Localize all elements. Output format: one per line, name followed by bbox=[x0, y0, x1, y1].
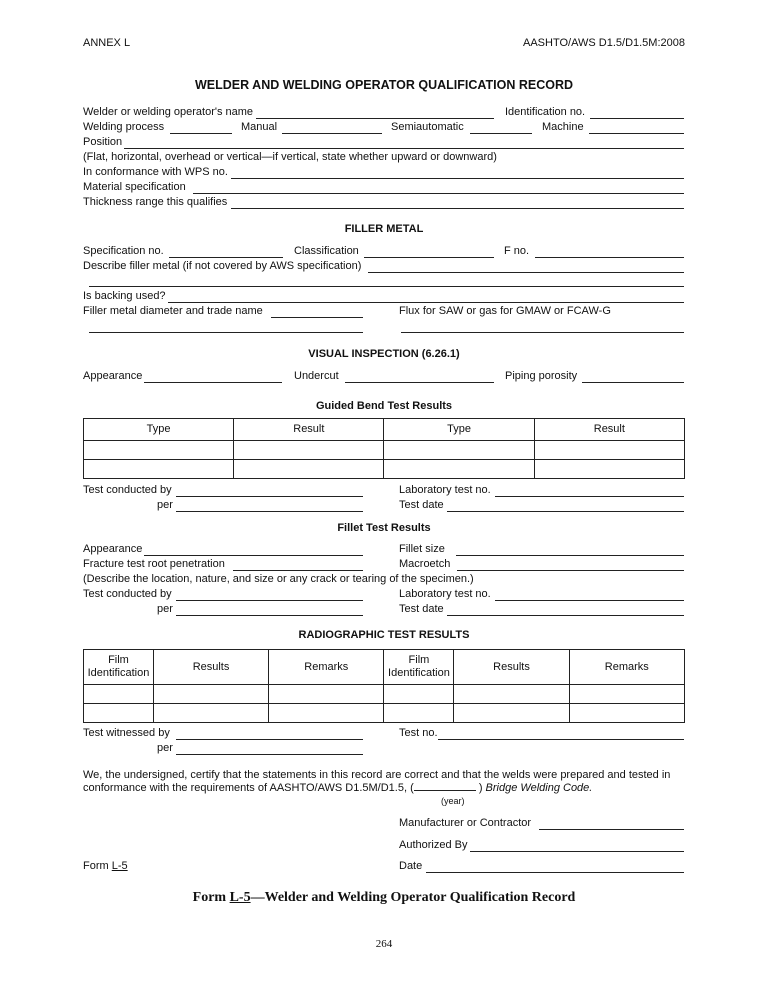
bend-date-label: Test date bbox=[399, 499, 444, 511]
bend-cell[interactable] bbox=[84, 441, 234, 460]
id-field[interactable] bbox=[590, 118, 684, 119]
macroetch-label: Macroetch bbox=[399, 558, 451, 570]
bend-cell[interactable] bbox=[84, 460, 234, 479]
manual-label: Manual bbox=[241, 121, 278, 133]
testno-field[interactable] bbox=[438, 739, 684, 740]
fillet-appearance-field[interactable] bbox=[144, 555, 363, 556]
bend-col-result-1: Result bbox=[234, 419, 384, 441]
fillet-heading: Fillet Test Results bbox=[337, 522, 431, 534]
radio-cell[interactable] bbox=[269, 704, 384, 723]
radio-cell[interactable] bbox=[269, 685, 384, 704]
radio-cell[interactable] bbox=[454, 704, 569, 723]
flux-label: Flux for SAW or gas for GMAW or FCAW-G bbox=[399, 305, 611, 317]
radiographic-heading: RADIOGRAPHIC TEST RESULTS bbox=[298, 629, 470, 641]
guided-bend-heading: Guided Bend Test Results bbox=[315, 400, 453, 412]
bend-conducted-field[interactable] bbox=[176, 496, 363, 497]
undercut-label: Undercut bbox=[294, 370, 339, 382]
classification-label: Classification bbox=[294, 245, 359, 257]
bend-conducted-label: Test conducted by bbox=[83, 484, 172, 496]
radio-col-film-1: Film Identification bbox=[84, 650, 154, 685]
running-header-left: ANNEX L bbox=[83, 37, 131, 49]
visual-inspection-heading: VISUAL INSPECTION (6.26.1) bbox=[308, 348, 460, 360]
bend-cell[interactable] bbox=[384, 441, 534, 460]
bend-cell[interactable] bbox=[534, 441, 684, 460]
bend-lab-field[interactable] bbox=[495, 496, 684, 497]
radio-col-film-2: Film Identification bbox=[384, 650, 454, 685]
year-field[interactable] bbox=[414, 781, 476, 791]
bend-col-type-2: Type bbox=[384, 419, 534, 441]
undercut-field[interactable] bbox=[345, 382, 494, 383]
fracture-label: Fracture test root penetration bbox=[83, 558, 225, 570]
fillet-lab-label: Laboratory test no. bbox=[399, 588, 491, 600]
bend-cell[interactable] bbox=[234, 460, 384, 479]
fillet-date-field[interactable] bbox=[447, 615, 684, 616]
machine-field[interactable] bbox=[589, 133, 684, 134]
fillet-date-label: Test date bbox=[399, 603, 444, 615]
radio-cell[interactable] bbox=[384, 685, 454, 704]
radio-col-remarks-1: Remarks bbox=[269, 650, 384, 685]
radio-col-remarks-2: Remarks bbox=[569, 650, 684, 685]
radio-cell[interactable] bbox=[384, 704, 454, 723]
porosity-field[interactable] bbox=[582, 382, 684, 383]
id-label: Identification no. bbox=[505, 106, 586, 118]
certify-line-2: conformance with the requirements of AASHTO/AWS D1.5M/D1.5, ( ) Bridge Welding Code. bbox=[83, 782, 593, 794]
process-field[interactable] bbox=[170, 133, 232, 134]
fillet-size-label: Fillet size bbox=[399, 543, 445, 555]
position-note: (Flat, horizontal, overhead or vertical—if vertical, state whether upward or downward) bbox=[83, 151, 497, 163]
diameter-field-2[interactable] bbox=[89, 332, 363, 333]
authorized-field[interactable] bbox=[470, 851, 684, 852]
page-number: 264 bbox=[375, 938, 393, 950]
radio-cell[interactable] bbox=[84, 685, 154, 704]
radio-col-results-2: Results bbox=[454, 650, 569, 685]
radio-cell[interactable] bbox=[153, 685, 268, 704]
bend-col-type-1: Type bbox=[84, 419, 234, 441]
macroetch-field[interactable] bbox=[457, 570, 684, 571]
spec-label: Specification no. bbox=[83, 245, 164, 257]
manufacturer-label: Manufacturer or Contractor bbox=[399, 817, 532, 829]
material-field[interactable] bbox=[193, 193, 684, 194]
witnessed-label: Test witnessed by bbox=[83, 727, 170, 739]
flux-field[interactable] bbox=[401, 332, 684, 333]
fillet-per-label: per bbox=[157, 603, 173, 615]
machine-label: Machine bbox=[542, 121, 584, 133]
witnessed-field[interactable] bbox=[176, 739, 363, 740]
fillet-conducted-field[interactable] bbox=[176, 600, 363, 601]
backing-label: Is backing used? bbox=[83, 290, 166, 302]
bend-col-result-2: Result bbox=[534, 419, 684, 441]
bend-cell[interactable] bbox=[534, 460, 684, 479]
form-reference: Form L-5 bbox=[83, 860, 128, 872]
radio-cell[interactable] bbox=[569, 685, 684, 704]
guided-bend-table bbox=[83, 418, 685, 479]
fillet-appearance-label: Appearance bbox=[83, 543, 143, 555]
radio-cell[interactable] bbox=[454, 685, 569, 704]
thickness-label: Thickness range this qualifies bbox=[83, 196, 228, 208]
name-label: Welder or welding operator's name bbox=[83, 106, 254, 118]
process-label: Welding process bbox=[83, 121, 165, 133]
fillet-per-field[interactable] bbox=[176, 615, 363, 616]
describe-filler-field-2[interactable] bbox=[89, 286, 684, 287]
thickness-field[interactable] bbox=[231, 208, 684, 209]
backing-field[interactable] bbox=[168, 302, 684, 303]
position-field[interactable] bbox=[124, 148, 684, 149]
figure-caption: Form L-5—Welder and Welding Operator Qualification Record bbox=[192, 890, 576, 905]
radio-cell[interactable] bbox=[153, 704, 268, 723]
year-label: (year) bbox=[441, 796, 465, 806]
filler-metal-heading: FILLER METAL bbox=[344, 223, 424, 235]
radio-per-label: per bbox=[157, 742, 173, 754]
fno-label: F no. bbox=[504, 245, 530, 257]
bend-cell[interactable] bbox=[234, 441, 384, 460]
testno-label: Test no. bbox=[399, 727, 438, 739]
classification-field[interactable] bbox=[364, 257, 494, 258]
authorized-label: Authorized By bbox=[399, 839, 468, 851]
spec-field[interactable] bbox=[169, 257, 283, 258]
manufacturer-field[interactable] bbox=[539, 829, 684, 830]
material-label: Material specification bbox=[83, 181, 186, 193]
radiographic-table bbox=[83, 649, 685, 723]
fracture-field[interactable] bbox=[233, 570, 363, 571]
position-label: Position bbox=[83, 136, 123, 148]
manual-field[interactable] bbox=[282, 133, 382, 134]
describe-filler-label: Describe filler metal (if not covered by AWS specification) bbox=[83, 260, 362, 272]
name-field[interactable] bbox=[256, 118, 494, 119]
wps-label: In conformance with WPS no. bbox=[83, 166, 228, 178]
bend-date-field[interactable] bbox=[447, 511, 684, 512]
radio-cell[interactable] bbox=[84, 704, 154, 723]
bend-per-field[interactable] bbox=[176, 511, 363, 512]
fillet-lab-field[interactable] bbox=[495, 600, 684, 601]
code-name: Bridge Welding Code. bbox=[485, 782, 593, 794]
crack-note: (Describe the location, nature, and size or any crack or tearing of the specimen.) bbox=[83, 573, 474, 585]
form-title: WELDER AND WELDING OPERATOR QUALIFICATION RECORD bbox=[195, 78, 573, 92]
bend-lab-label: Laboratory test no. bbox=[399, 484, 491, 496]
signoff-date-label: Date bbox=[399, 860, 423, 872]
bend-cell[interactable] bbox=[384, 460, 534, 479]
wps-field[interactable] bbox=[231, 178, 684, 179]
describe-filler-field[interactable] bbox=[368, 272, 684, 273]
signoff-date-field[interactable] bbox=[426, 872, 684, 873]
certify-line-1: We, the undersigned, certify that the statements in this record are correct and that the welds were prepared and tested in bbox=[83, 769, 671, 781]
porosity-label: Piping porosity bbox=[505, 370, 578, 382]
diameter-field[interactable] bbox=[271, 317, 363, 318]
fillet-size-field[interactable] bbox=[456, 555, 684, 556]
appearance-field[interactable] bbox=[144, 382, 282, 383]
radio-per-field[interactable] bbox=[176, 754, 363, 755]
radio-col-results-1: Results bbox=[153, 650, 268, 685]
appearance-label: Appearance bbox=[83, 370, 143, 382]
radio-cell[interactable] bbox=[569, 704, 684, 723]
semiautomatic-field[interactable] bbox=[470, 133, 532, 134]
semiautomatic-label: Semiautomatic bbox=[391, 121, 464, 133]
bend-per-label: per bbox=[157, 499, 173, 511]
fno-field[interactable] bbox=[535, 257, 684, 258]
running-header-right: AASHTO/AWS D1.5/D1.5M:2008 bbox=[522, 37, 685, 49]
fillet-conducted-label: Test conducted by bbox=[83, 588, 172, 600]
diameter-label: Filler metal diameter and trade name bbox=[83, 305, 263, 317]
